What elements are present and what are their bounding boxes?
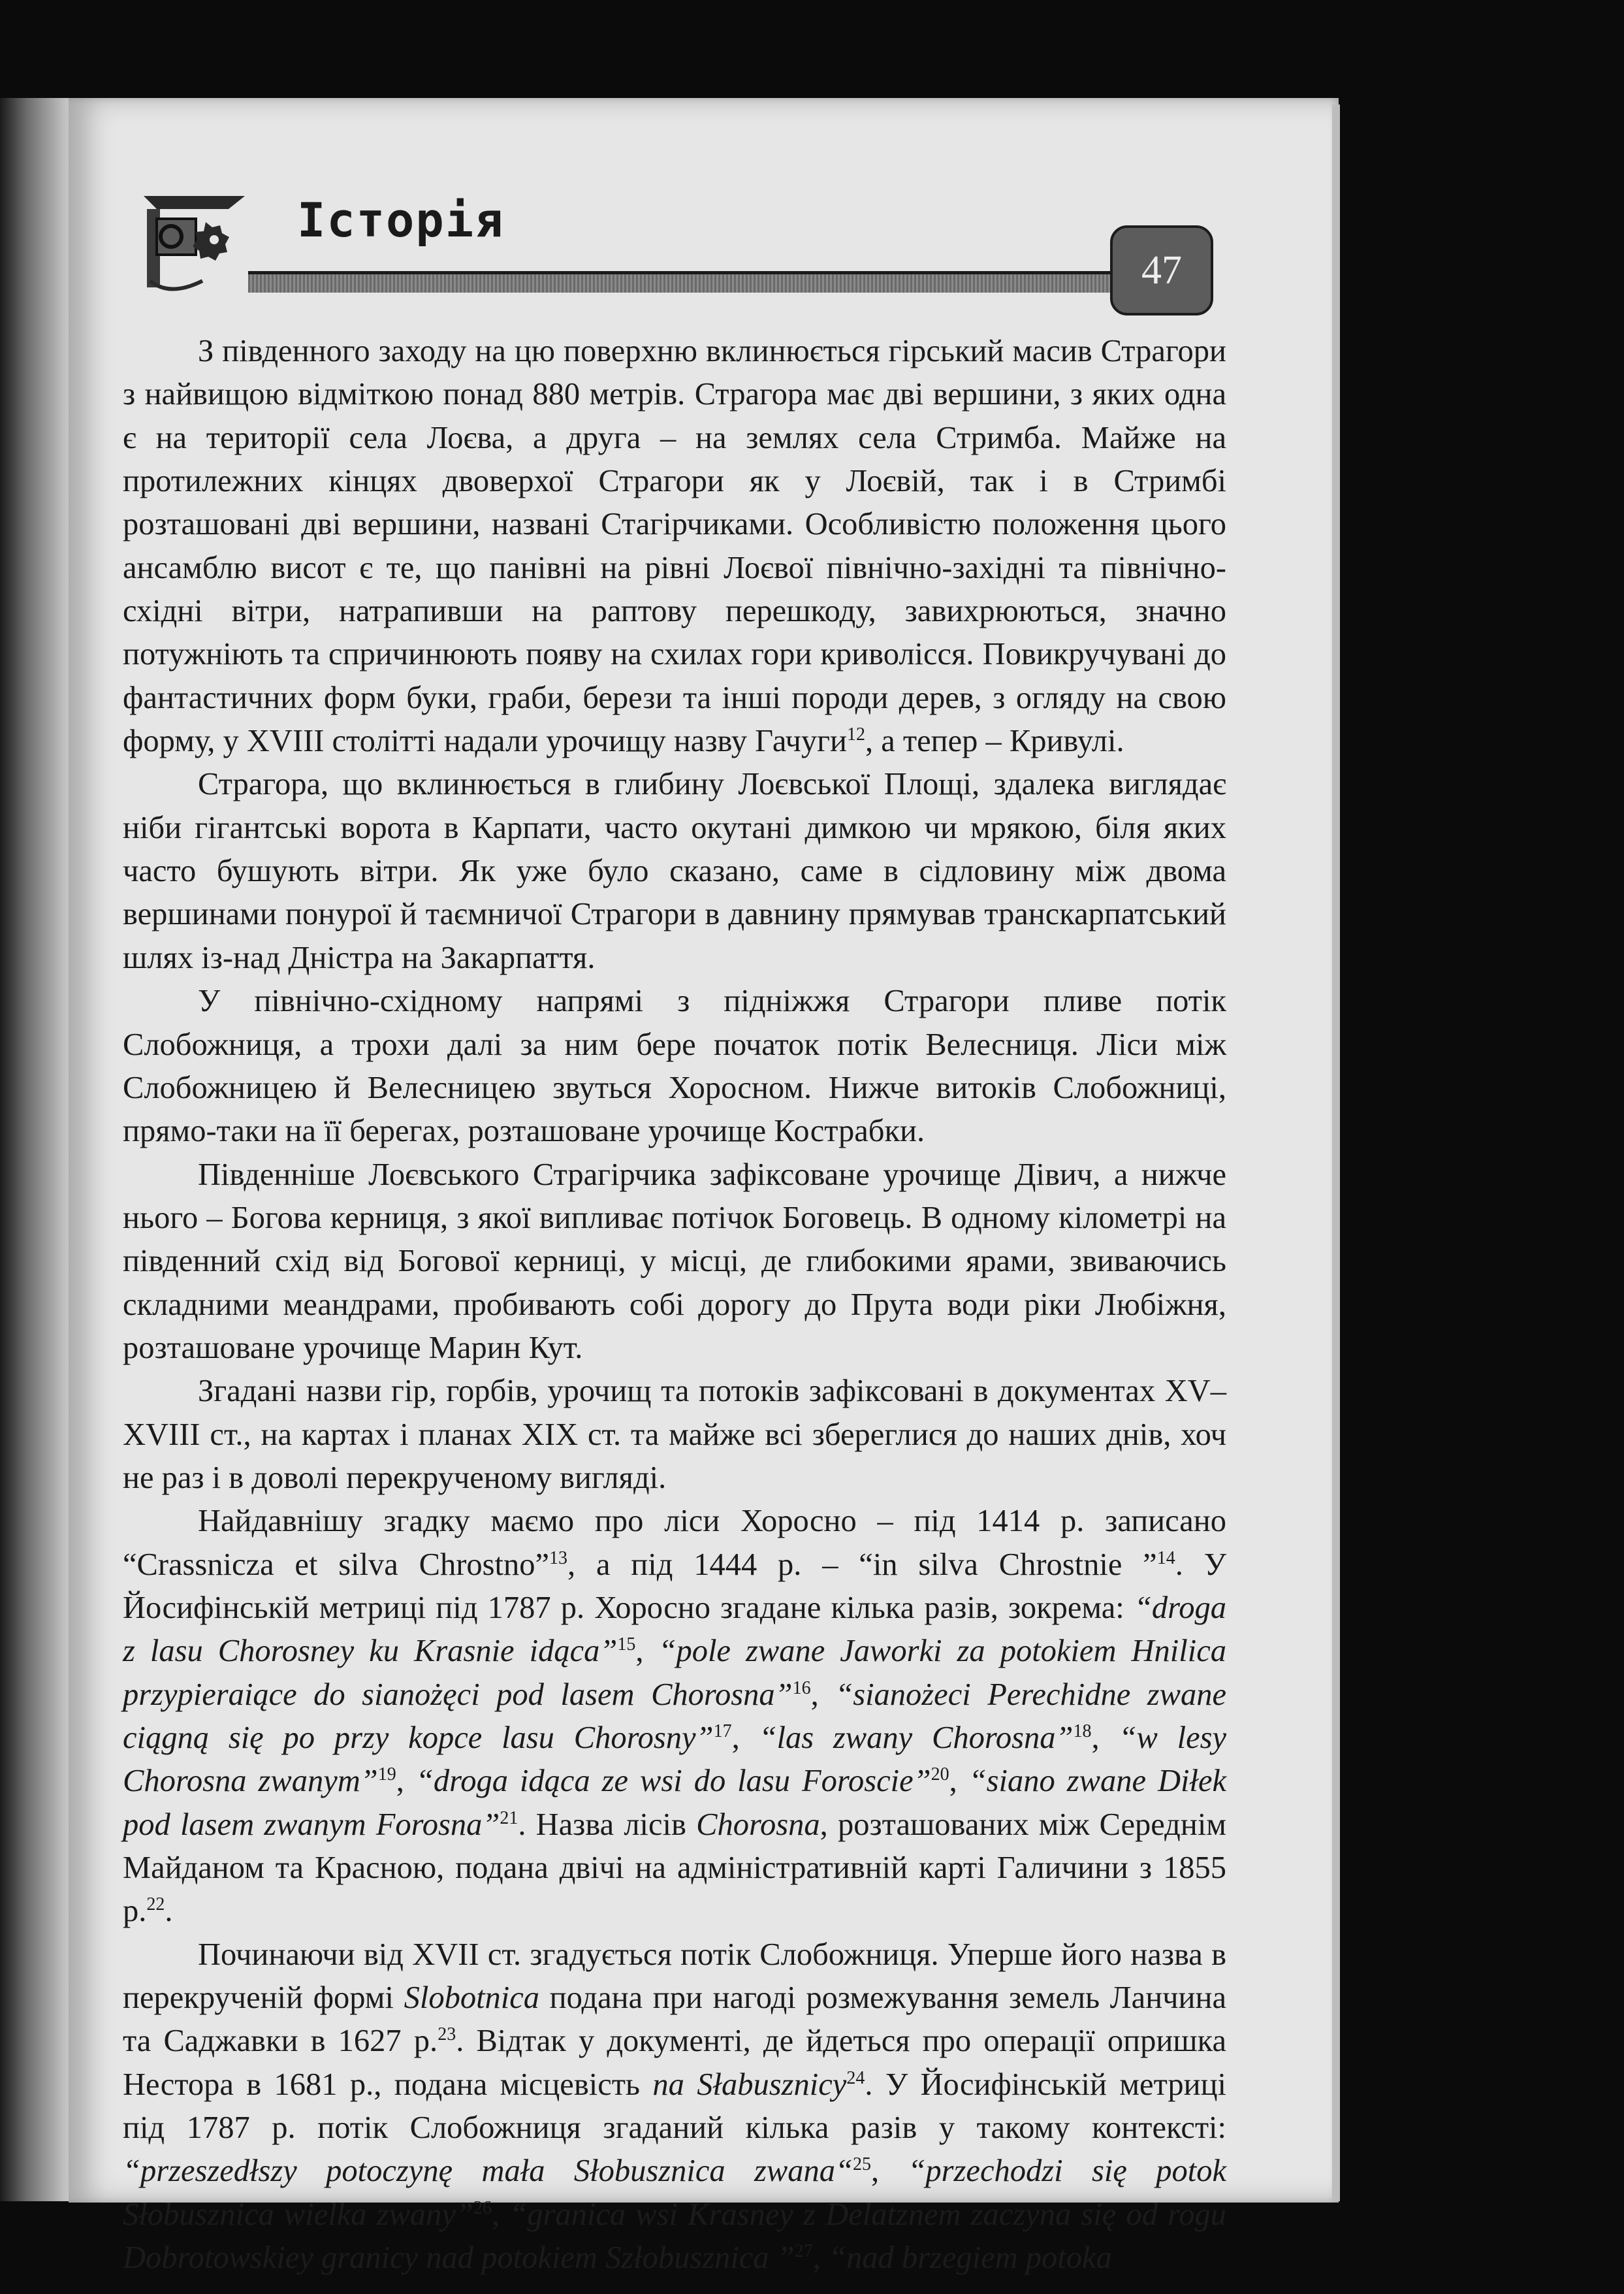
- paragraph: Південніше Лоєвського Страгірчика зафіксоване урочище Дівич, а нижче нього – Богова керниця, з якої випливає потічок Боговець. В одному кілометрі на південний схід від Богової керниці, у місці, де глибокими ярами, звиваючись складними меандрами, пробивають собі дорогу до Прута води ріки Любіжня, розташоване урочище Марин Кут.: [123, 1157, 1226, 1365]
- page-edge: [1332, 105, 1340, 2201]
- section-title: Історія: [297, 193, 505, 248]
- paragraph: Згадані назви гір, горбів, урочищ та потоків зафіксовані в документах XV–XVIII ст., на картах і планах XIX ст. та майже всі збереглися до наших днів, хоч не раз і в доволі перекрученому вигляді.: [123, 1374, 1226, 1495]
- body-text: [123, 330, 1226, 2280]
- paragraph: З південного заходу на цю поверхню вклинюється гірський масив Страгори з найвищою відміткою понад 880 метрів. Страгора має дві вершини, з яких одна є на території села Лоєва, а друга – на землях села Стримба. Майже на протилежних кінцях двоверхої Страгори як у Лоєвій, так і в Стримбі розташовані дві вершини, названі Стагірчиками. Особливістю положення цього ансамблю висот є те, що панівні на рівні Лоєвої північно-західні та північно-східні вітри, натрапивши на раптову перешкоду, завихрюються, значно потужніють та спричинюють появу на схилах гори криволісся. Повикручувані до фантастичних форм буки, граби, берези та інші породи дерев, з огляду на свою форму, у XVIII столітті надали урочищу назву Гачуги$^{12}$, а тепер – Кривулі.: [123, 334, 1226, 759]
- facing-page-edge: [0, 98, 78, 2201]
- header-rule: [248, 271, 1162, 293]
- history-emblem-icon: [131, 183, 248, 300]
- paragraph: Починаючи від XVII ст. згадується потік Слобожниця. Уперше його назва в перекрученій формі Slobotnica подана при нагоді розмежування земель Ланчина та Саджавки в 1627 р.$^{23}$. Відтак у документі, де йдеться про операції опришка Нестора в 1681 р., подана місцевість na Słabusznicy$^{24}$. У Йосифінській метриці під 1787 р. потік Слобожниця згаданий кілька разів у такому контексті: “przeszedłszy potoczynę mała Słobusznica zwana“$^{25}$, “przechodzi się potok Słobusznica wielka zwany”$^{26}$, “granica wsi Krasney z Delatznem zaczyna się od rogu Dobrotowskiey granicy nad potokiem Szłobusznica ”$^{27}$, “nad brzegiem potoka: [123, 1937, 1227, 2276]
- paragraph: У північно-східному напрямі з підніжжя Страгори пливе потік Слобожниця, а трохи далі за ним бере початок потік Велесниця. Ліси між Слобожницею й Велесницею звуться Хоросном. Нижче витоків Слобожниці, прямо-таки на її берегах, розташоване урочище Кострабки.: [123, 984, 1226, 1149]
- paragraph: Найдавнішу згадку маємо про ліси Хоросно – під 1414 р. записано “Crassnicza et silva Chrostno”$^{13}$, а під 1444 р. – “in silva Chrostnie ”$^{14}$. У Йосифінській метриці під 1787 р. Хоросно згадане кілька разів, зокрема: “droga z lasu Chorosney ku Krasnie idąca”$^{15}$, “pole zwane Jaworki za potokiem Hnilica przypieraiące do sianożęci pod lasem Chorosna”$^{16}$, “sianożeci Perechidne zwane ciągną się po przy kopce lasu Chorosny”$^{17}$, “las zwany Chorosna”$^{18}$, “w lesy Chorosna zwanym”$^{19}$, “droga idąca ze wsi do lasu Foroscie”$^{20}$, “siano zwane Diłek pod lasem zwanym Forosna”$^{21}$. Назва лісів Chorosna, розташованих між Середнім Майданом та Красною, подана двічі на адміністративній карті Галичини з 1855 р.$^{22}$.: [123, 1504, 1227, 1929]
- paragraph: Страгора, що вклинюється в глибину Лоєвської Площі, здалека виглядає ніби гігантські ворота в Карпати, часто окутані димкою чи мрякою, біля яких часто бушують вітри. Як уже було сказано, саме в сідловину між двома вершинами понурої й таємничої Страгори в давнину прямував транскарпатський шлях із-над Дністра на Закарпаття.: [123, 767, 1226, 975]
- page-number: 47: [1110, 225, 1213, 315]
